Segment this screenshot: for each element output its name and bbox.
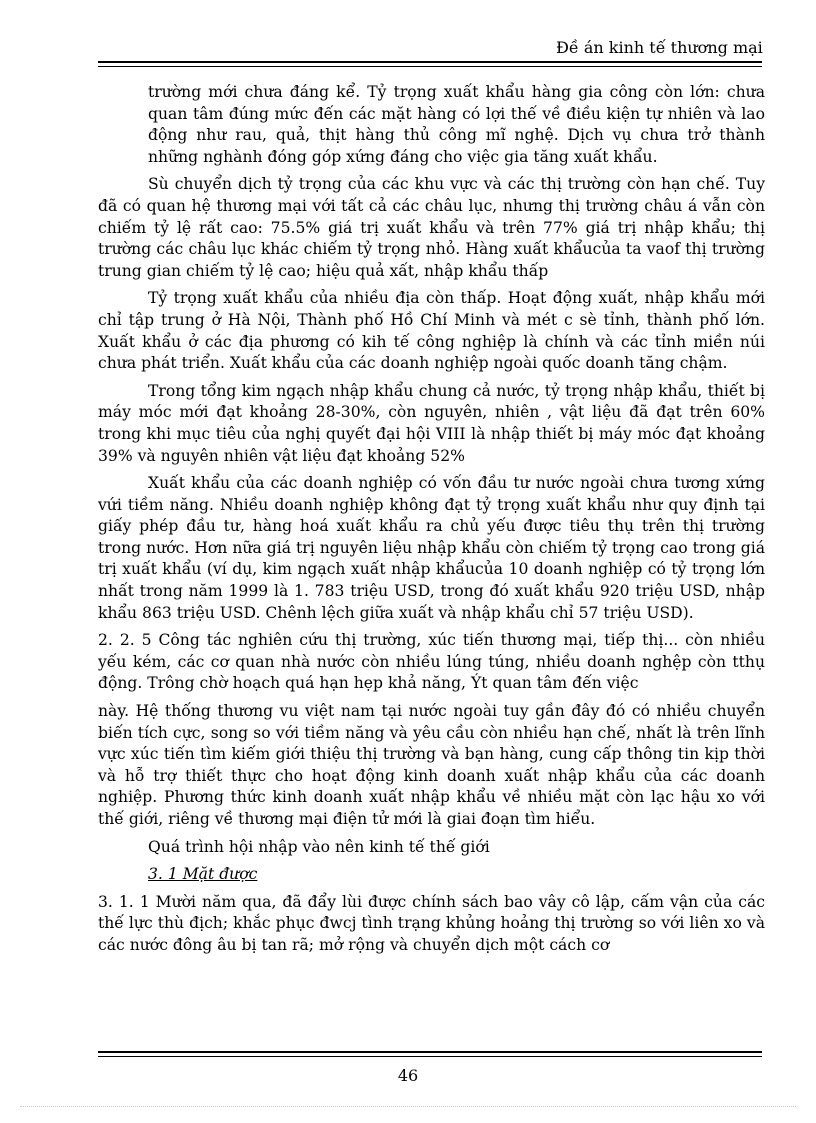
paragraph-2: Sù chuyển dịch tỷ trọng của các khu vực và các thị trường còn hạn chế. Tuy đã có quan hệ thương mại với tất cả các châu lục, nhưng thị trường châu á vẫn còn chiếm tỷ lệ rất cao: 75.5% giá trị xuất khẩu và trên 77% giá trị nhập khẩu; thị trường các châu lục khác chiếm tỷ trọng nhỏ. Hàng xuất khẩucủa ta vaof thị trường trung gian chiếm tỷ lệ cao; hiệu quả xất, nhập khẩu thấp <box>98 175 765 280</box>
header-title: Đề án kinh tế thương mại <box>556 38 763 57</box>
footer-rule-bottom <box>98 1056 762 1057</box>
page-edge-dotted-line <box>20 1106 796 1107</box>
footer-rule-top <box>98 1051 762 1053</box>
paragraph-7: này. Hệ thống thương vu việt nam tại nước ngoài tuy gần đây đó có nhiều chuyển biến tích cực, song so với tiềm năng và yêu cầu còn nhiều hạn chế, nhất là trên lĩnh vực xúc tiến tìm kiếm giới thiệu thị trường và bạn hàng, cung cấp thông tin kịp thời và hỗ trợ thiết thực cho hoạt động kinh doanh xuất nhập khẩu của các doanh nghiệp. Phương thức kinh doanh xuất nhập khẩu về nhiều mặt còn lạc hậu xo với thế giới, riêng về thương mại điện tử mới là giai đoạn tìm hiểu. <box>98 702 765 828</box>
section-heading <box>98 864 765 886</box>
header-rule-top <box>98 61 762 63</box>
paragraph-8: 3. 1. 1 Mười năm qua, đã đẩy lùi được chính sách bao vây cô lập, cấm vận của các thế lực thù địch; khắc phục đwcj tình trạng khủng hoảng thị trường so với liên xo và các nước đông âu bị tan rã; mở rộng và chuyển dịch một cách cơ <box>98 892 765 954</box>
section-heading-text: 3. 1 Mặt được <box>148 865 258 884</box>
paragraph-4: Trong tổng kim ngạch nhập khẩu chung cả nước, tỷ trọng nhập khẩu, thiết bị máy móc mới đạt khoảng 28-30%, còn nguyên, nhiên , vật liệu đã đạt trên 60% trong khi mục tiêu của nghị quyết đại hội VIII là nhập thiết bị máy móc đạt khoảng 39% và nguyên nhiên vật liệu đạt khoảng 52% <box>98 381 765 465</box>
section-intro: Quá trình hội nhập vào nên kinh tế thế giới <box>148 837 490 856</box>
header-rule-bottom <box>98 66 762 67</box>
paragraph-6: 2. 2. 5 Công tác nghiên cứu thị trường, xúc tiến thương mại, tiếp thị... còn nhiều yếu kém, các cơ quan nhà nước còn nhiều lúng túng, nhiều doanh nghệp còn tthụ động. Trông chờ hoạch quá hạn hẹp khả năng, Ýt quan tâm đến việc <box>98 631 765 693</box>
paragraph-3: Tỷ trọng xuất khẩu của nhiều địa còn thấp. Hoạt động xuất, nhập khẩu mới chỉ tập trung ở Hà Nội, Thành phố Hồ Chí Minh và mét c sè tỉnh, thành phố lớn. Xuất khẩu ở các địa phương có kih tế công nghiệp là chính và các tỉnh miền núi chưa phát triển. Xuất khẩu của các doanh nghiệp ngoài quốc doanh tăng chậm. <box>98 289 765 373</box>
document-body <box>98 82 765 963</box>
paragraph-1: trường mới chưa đáng kể. Tỷ trọng xuất khẩu hàng gia công còn lớn: chưa quan tâm đúng mức đến các mặt hàng có lợi thế về điều kiện tự nhiên và lao động như rau, quả, thịt hàng thủ công mĩ nghệ. Dịch vụ chưa trở thành những nghành đóng góp xứng đáng cho việc gia tăng xuất khẩu. <box>148 83 765 166</box>
page-number: 46 <box>397 1066 419 1085</box>
paragraph-5: Xuất khẩu của các doanh nghiệp có vốn đầu tư nước ngoài chưa tương xứng vứi tiềm năng. Nhiều doanh nghiệp không đạt tỷ trọng xuất khẩu như quy định tại giấy phép đầu tư, hàng hoá xuất khẩu ra chủ yếu được tiêu thụ trên thị trường trong nước. Hơn nữa giá trị nguyên liệu nhập khẩu còn chiếm tỷ trọng cao trong giá trị xuất khẩu (ví dụ, kim ngạch xuất nhập khẩucủa 10 doanh nghiệp có tỷ trọng lớn nhất trong năm 1999 là 1. 783 triệu USD, trong đó xuất khẩu 920 triệu USD, nhập khẩu 863 triệu USD. Chênh lệch giữa xuất và nhập khẩu chỉ 57 triệu USD). <box>98 474 765 622</box>
